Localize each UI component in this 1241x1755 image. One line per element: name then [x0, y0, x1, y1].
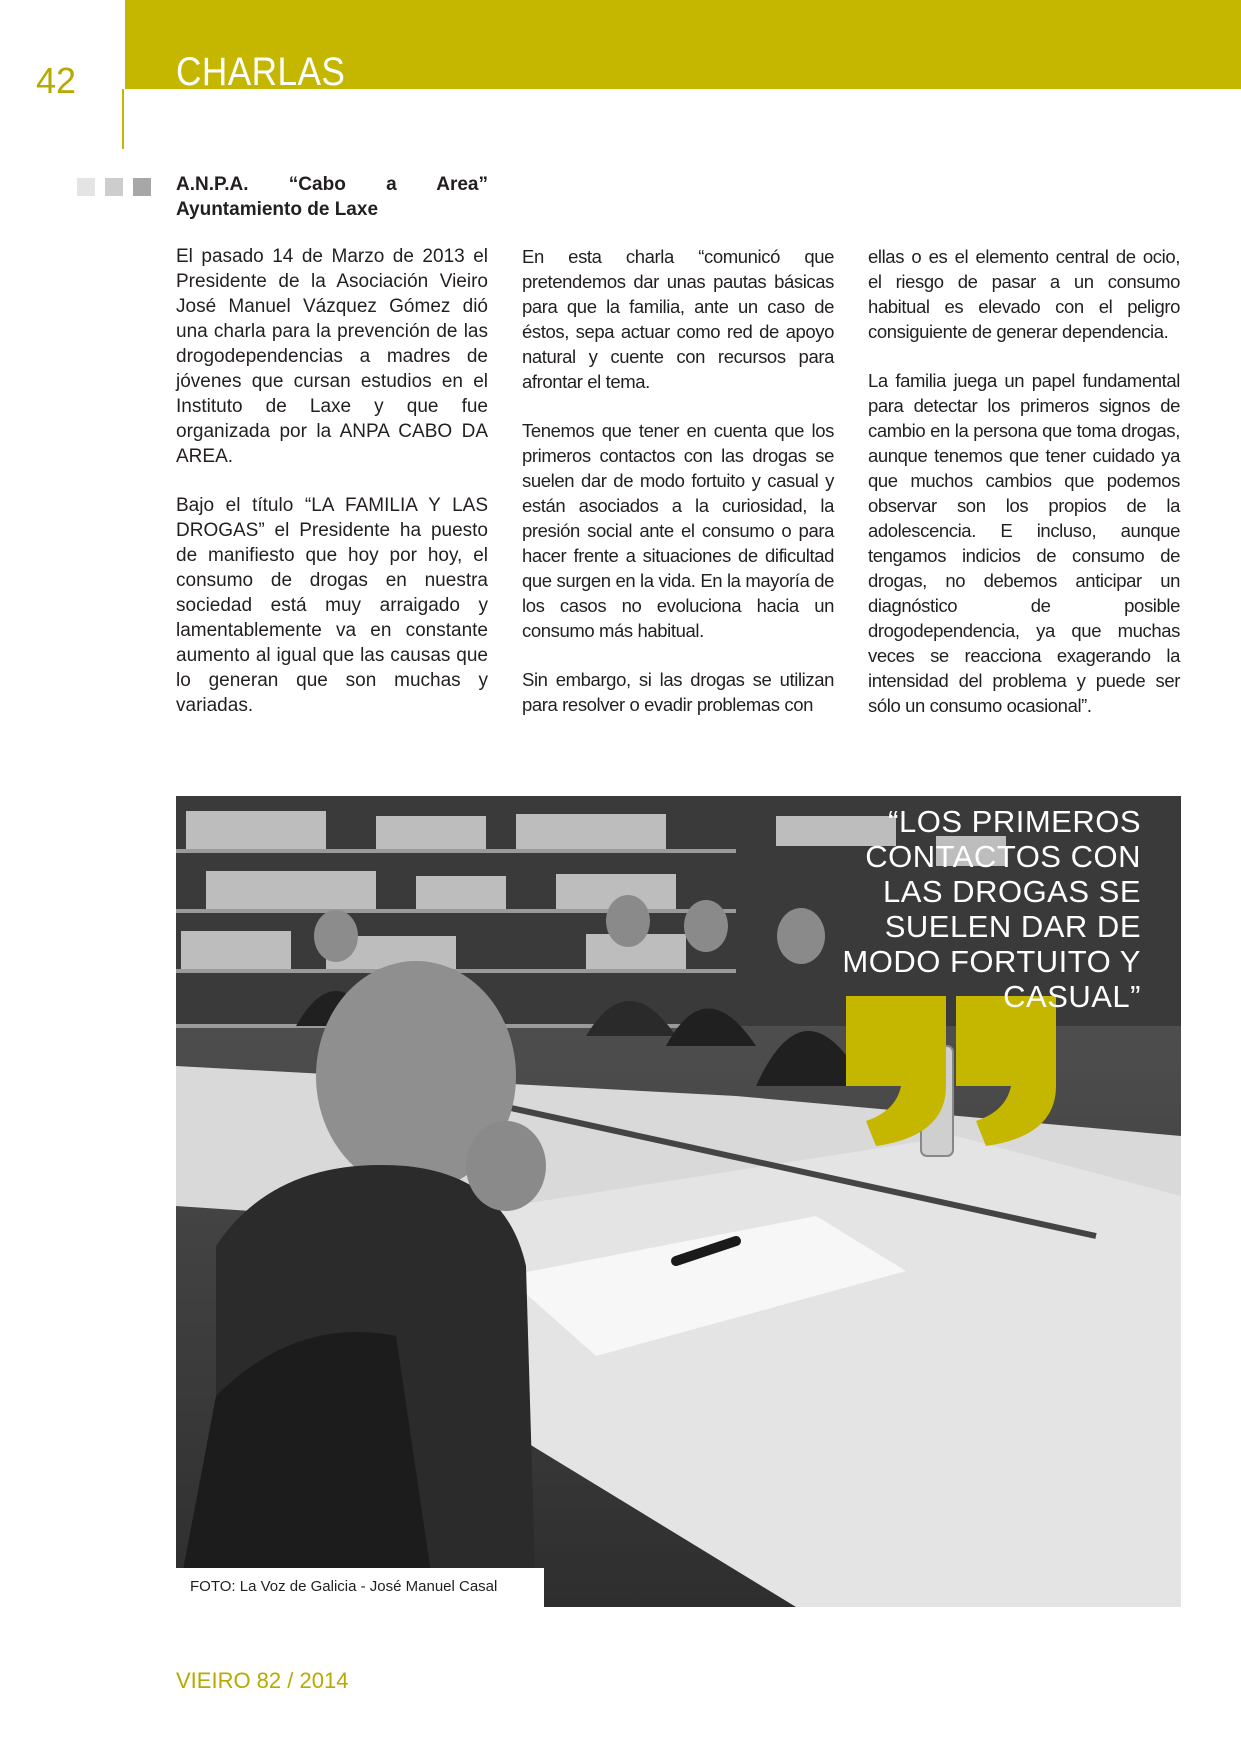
column-1: [176, 244, 488, 742]
header-rule: [122, 89, 124, 149]
footer-publication: VIEIRO 82 / 2014: [176, 1668, 349, 1693]
marker-square: [77, 178, 95, 196]
column-2: [522, 244, 834, 741]
column-3: [868, 244, 1180, 742]
pull-quote: “LOS PRIMEROS CONTACTOS CON LAS DROGAS SE SUELEN DAR DE MODO FORTUITO Y CASUAL”: [842, 804, 1141, 1014]
paragraph: Bajo el título “LA FAMILIA Y LAS DROGAS” el Presidente ha puesto de manifiesto que hoy por hoy, el consumo de drogas en nuestra sociedad está muy arraigado y lamentablemente va en constante aumento al igual que las causas que lo generan que son muchas y variadas.: [176, 495, 488, 716]
marker-square: [105, 178, 123, 196]
section-marker: [77, 178, 151, 196]
section-title: CHARLAS: [176, 50, 346, 94]
paragraph: En esta charla “comunicó que pretendemos dar unas pautas básicas para que la familia, ante un caso de éstos, sepa actuar como red de apoyo natural y cuente con recursos para afrontar el tema.: [522, 246, 834, 392]
article-photo: [176, 796, 1181, 1607]
page-number: 42: [36, 60, 77, 101]
paragraph: Sin embargo, si las drogas se utilizan para resolver o evadir problemas con: [522, 669, 834, 715]
paragraph: La familia juega un papel fundamental para detectar los primeros signos de cambio en la persona que toma drogas, aunque tenemos que tener cuidado ya que muchos cambios que podemos observar son los propios de la adolescencia. E incluso, aunque tengamos indicios de consumo de drogas, no debemos anticipar un diagnóstico de posible drogodependencia, ya que muchas veces se reacciona exagerando la intensidad del problema y puede ser sólo un consumo ocasional”.: [868, 370, 1180, 716]
marker-square: [133, 178, 151, 196]
paragraph: Tenemos que tener en cuenta que los primeros contactos con las drogas se suelen dar de modo fortuito y casual y están asociados a la curiosidad, la presión social ante el consumo o para hacer frente a situaciones de dificultad que surgen en la vida. En la mayoría de los casos no evoluciona hacia un consumo más habitual.: [522, 420, 834, 641]
paragraph: El pasado 14 de Marzo de 2013 el Presidente de la Asociación Vieiro José Manuel Vázquez Gómez dió una charla para la prevención de las drogodependencias a madres de jóvenes que cursan estudios en el Instituto de Laxe y que fue organizada por la ANPA CABO DA AREA.: [176, 246, 488, 467]
paragraph: ellas o es el elemento central de ocio, el riesgo de pasar a un consumo habitual es elevado con el peligro consiguiente de generar dependencia.: [868, 246, 1180, 342]
article-title: A.N.P.A. “Cabo a Area” Ayuntamiento de Laxe: [176, 174, 488, 220]
photo-caption: FOTO: La Voz de Galicia - José Manuel Casal: [190, 1578, 498, 1595]
